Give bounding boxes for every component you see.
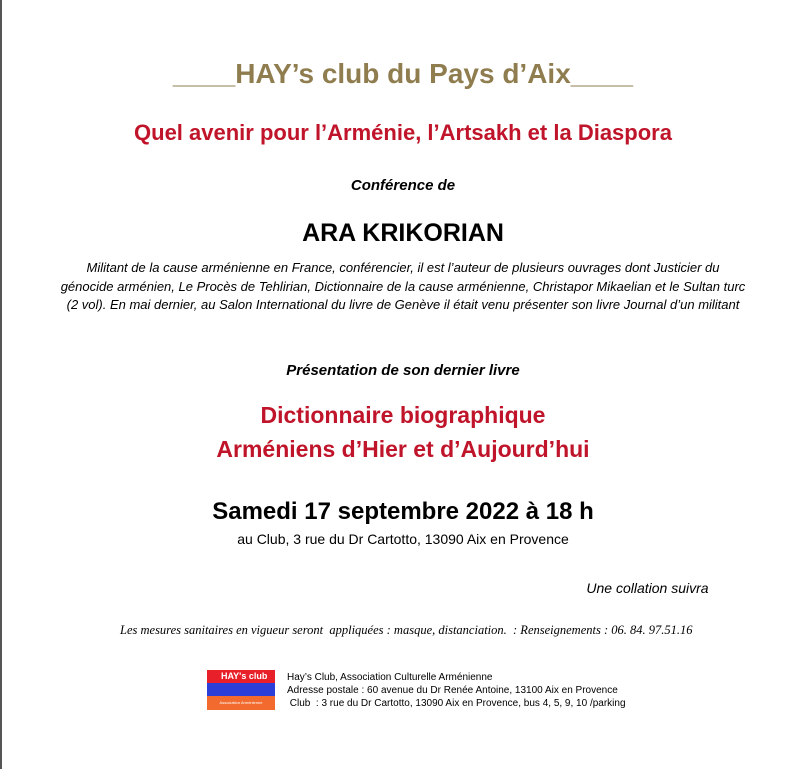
presentation-label: Présentation de son dernier livre [286,362,520,379]
conference-label: Conférence de [350,177,456,194]
book-title-line1: Dictionnaire biographique [260,402,546,428]
club-title: ____HAY’s club du Pays d’Aix____ [172,58,634,89]
logo-caption: Association Arménienne [207,696,275,710]
logo-text: HAY's club [207,670,275,683]
event-subtitle: Quel avenir pour l’Arménie, l’Artsakh et la Diaspora [134,120,672,145]
club-logo [207,670,275,710]
event-venue: au Club, 3 rue du Dr Cartotto, 13090 Aix en Provence [237,531,569,547]
collation-note: Une collation suivra [586,580,709,596]
footer-info [287,671,626,710]
footer-line3: Club : 3 rue du Dr Cartotto, 13090 Aix en Provence, bus 4, 5, 9, 10 /parking [287,698,626,709]
speaker-bio: Militant de la cause arménienne en France, conférencier, il est l’auteur de plusieurs ouvrages dont Justicier du génocide arménien, Le Procès de Tehlirian, Dictionnaire de la cause arménienne, Christapor Mikaelian et le Sultan turc (2 vol). En mai dernier, au Salon International du livre de Genève il était venu présenter son livre Journal d’un militant [60,260,746,312]
book-title-line2: Arméniens d’Hier et d’Aujourd’hui [216,436,590,462]
footer-line2: Adresse postale : 60 avenue du Dr Renée Antoine, 13100 Aix en Provence [287,685,618,696]
event-date: Samedi 17 septembre 2022 à 18 h [212,498,594,525]
sanitary-note: Les mesures sanitaires en vigueur seront appliquées : masque, distanciation. : Renseignements : 06. 84. 97.51.16 [120,623,693,637]
page-border [0,0,2,769]
footer-line1: Hay’s Club, Association Culturelle Arménienne [287,672,493,683]
speaker-name: ARA KRIKORIAN [302,219,504,247]
logo-band [207,683,275,696]
